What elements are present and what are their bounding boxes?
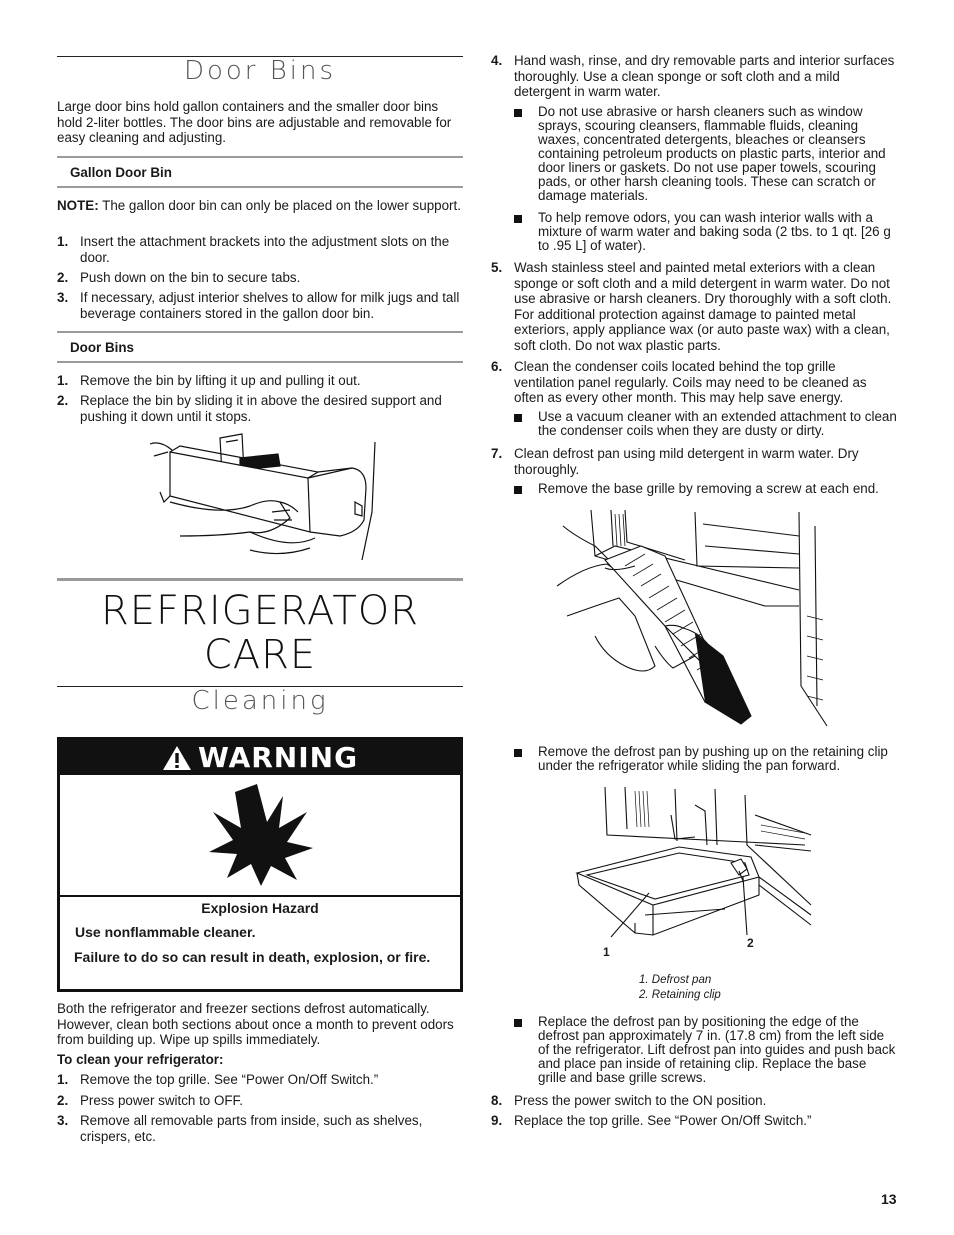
note-text: The gallon door bin can only be placed on the lower support.: [98, 198, 461, 213]
clean-step-9: 9. Replace the top grille. See “Power On/Off Switch.”: [491, 1113, 812, 1128]
door-bins-step-1: 1. Remove the bin by lifting it up and pulling it out.: [57, 373, 361, 388]
care-rule: [57, 578, 463, 581]
clean-step-4: 4. Hand wash, rinse, and dry removable parts and interior surfaces thoroughly. Use a clean sponge or soft cloth and a mild detergent in warm water.: [491, 53, 895, 100]
warning-label: WARNING: [197, 740, 359, 774]
door-bins-step-2: 2. Replace the bin by sliding it in above the desired support and pushing it down until it stops.: [57, 393, 442, 424]
gallon-step-3: 3. If necessary, adjust interior shelves to allow for milk jugs and tall beverage containers stored in the gallon door bin.: [57, 290, 460, 321]
step7-bullet-1: Remove the base grille by removing a screw at each end.: [514, 482, 897, 498]
warning-header: [60, 740, 460, 775]
step7-bullet-3: Replace the defrost pan by positioning the edge of the defrost pan approximately 7 in. (17.8 cm) from the left side of the refrigerator. Lift defrost pan into guides and push back and place pan inside of retaining clip. Replace the base grille and base grille screws.: [514, 1015, 897, 1085]
gallon-door-bin-title: Gallon Door Bin: [70, 165, 172, 180]
gallon-note: [57, 198, 463, 214]
callout-2: 2: [747, 936, 754, 950]
clean-step-5: 5. Wash stainless steel and painted metal exteriors with a clean sponge or soft cloth and a mild detergent in warm water. Do not use abrasive or harsh cleaners. Dry thoroughly with a soft cloth. For additional protection against damage to painted metal exteriors, apply appliance wax (or auto paste wax) with a clean, soft cloth. Do not wax plastic parts.: [491, 260, 892, 353]
step6-bullet: Use a vacuum cleaner with an extended attachment to clean the condenser coils when they are dusty or dirty.: [514, 410, 897, 438]
warning-triangle-icon: [162, 745, 192, 771]
warning-divider: [60, 895, 460, 897]
cleaning-heading: Cleaning: [191, 686, 329, 716]
caption-retaining-clip: 2. Retaining clip: [639, 989, 721, 1001]
warning-line-1: Use nonflammable cleaner.: [75, 924, 256, 940]
clean-step-2: 2. Press power switch to OFF.: [57, 1093, 243, 1108]
gallon-bottom-rule: [57, 186, 463, 188]
caption-defrost-pan: 1. Defrost pan: [639, 974, 712, 986]
explosion-icon: [205, 782, 315, 887]
door-bins-subtitle: Door Bins: [70, 340, 134, 355]
base-grille-illustration: [555, 506, 835, 732]
refrigerator-care-title: REFRIGERATOR CARE: [100, 588, 420, 678]
clean-step-8: 8. Press the power switch to the ON position.: [491, 1093, 767, 1108]
clean-step-1: 1. Remove the top grille. See “Power On/Off Switch.”: [57, 1072, 379, 1087]
door-bins-top-rule: [57, 331, 463, 333]
note-label: NOTE:: [57, 198, 99, 213]
warning-line-2: Failure to do so can result in death, explosion, or fire.: [74, 949, 431, 965]
clean-step-6: 6. Clean the condenser coils located behind the top grille ventilation panel regularly. Coils may need to be cleaned as often as every other month. This may help save energy.: [491, 359, 867, 406]
step4-bullet-1: Do not use abrasive or harsh cleaners such as window sprays, scouring cleansers, flammable fluids, cleaning waxes, concentrated detergents, bleaches or cleansers containing petroleum products on plastic parts, interior and door liners or gaskets. Do not use paper towels, scouring pads, or other harsh cleaning tools. These can scratch or damage materials.: [514, 105, 897, 203]
cleaning-intro: Both the refrigerator and freezer sections defrost automatically. However, clean both sections about once a month to prevent odors from building up. Wipe up spills immediately.: [57, 1001, 454, 1048]
door-bin-illustration: [140, 432, 390, 562]
clean-step-7: 7. Clean defrost pan using mild detergent in warm water. Dry thoroughly.: [491, 446, 859, 477]
page-number: 13: [881, 1191, 897, 1207]
step4-bullet-2: To help remove odors, you can wash interior walls with a mixture of warm water and baking soda (2 tbs. to 1 qt. [26 g to .95 L] of water).: [514, 211, 897, 253]
gallon-top-rule: [57, 156, 463, 158]
gallon-step-2: 2. Push down on the bin to secure tabs.: [57, 270, 301, 285]
door-bins-bottom-rule: [57, 361, 463, 363]
door-bins-intro: Large door bins hold gallon containers and the smaller door bins hold 2-liter bottles. The door bins are adjustable and removable for easy cleaning and adjusting.: [57, 99, 452, 146]
clean-step-3: 3. Remove all removable parts from inside, such as shelves, crispers, etc.: [57, 1113, 423, 1144]
warning-box: [57, 737, 463, 992]
callout-1: 1: [603, 945, 610, 959]
door-bins-heading: Door Bins: [183, 56, 337, 86]
hazard-title: Explosion Hazard: [201, 900, 319, 916]
defrost-pan-illustration: [575, 785, 815, 945]
gallon-step-1: 1. Insert the attachment brackets into the adjustment slots on the door.: [57, 234, 450, 265]
to-clean-heading: To clean your refrigerator:: [57, 1052, 224, 1067]
step7-bullet-2: Remove the defrost pan by pushing up on the retaining clip under the refrigerator while sliding the pan forward.: [514, 745, 897, 773]
